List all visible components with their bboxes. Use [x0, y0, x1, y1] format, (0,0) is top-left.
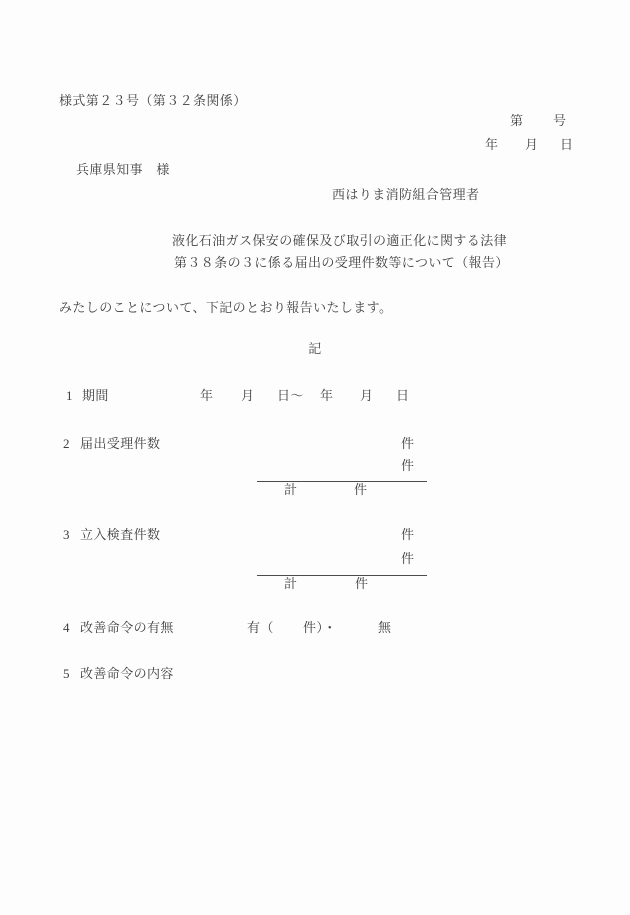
item3-total-unit: 件 — [355, 576, 369, 591]
item2-unit-row1: 件 — [401, 436, 415, 451]
date-day-label: 日 — [560, 137, 574, 152]
item4-option-yes: 有（ — [247, 620, 274, 635]
item2-unit-row2: 件 — [401, 458, 415, 473]
sender: 西はりま消防組合管理者 — [332, 187, 480, 202]
item2-total-label: 計 — [284, 482, 298, 497]
item1-from-year: 年 — [200, 388, 214, 403]
addressee: 兵庫県知事 様 — [76, 162, 170, 177]
item1-from-month: 月 — [241, 388, 255, 403]
item3-number: 3 — [63, 527, 70, 542]
item1-number: 1 — [66, 388, 73, 403]
title-line1: 液化石油ガス保安の確保及び取引の適正化に関する法律 — [172, 233, 508, 248]
item3-unit-row1: 件 — [401, 527, 415, 542]
item4-label: 改善命令の有無 — [80, 620, 174, 635]
doc-no-suffix: 号 — [553, 113, 567, 128]
doc-no-prefix: 第 — [510, 113, 524, 128]
date-year-label: 年 — [485, 137, 499, 152]
item3-total-label: 計 — [284, 576, 298, 591]
title-line2: 第３８条の３に係る届出の受理件数等について（報告） — [174, 255, 509, 270]
item1-from-day: 日～ — [277, 388, 304, 403]
item1-to-month: 月 — [360, 388, 374, 403]
item2-label: 届出受理件数 — [80, 436, 161, 451]
item4-option-no: 無 — [378, 620, 392, 635]
item4-number: 4 — [63, 620, 70, 635]
item3-total-rule — [257, 575, 427, 576]
record-marker: 記 — [308, 341, 322, 356]
item1-label: 期間 — [82, 388, 109, 403]
item3-label: 立入検査件数 — [80, 527, 161, 542]
item1-to-day: 日 — [396, 388, 410, 403]
item4-option-unit: 件）・ — [303, 620, 337, 635]
item3-unit-row2: 件 — [401, 551, 415, 566]
body-text: みたしのことについて、下記のとおり報告いたします。 — [59, 300, 393, 315]
item1-to-year: 年 — [320, 388, 334, 403]
item5-label: 改善命令の内容 — [80, 666, 174, 681]
item2-number: 2 — [63, 436, 70, 451]
item2-total-rule — [257, 481, 427, 482]
item5-number: 5 — [63, 666, 70, 681]
form-number: 様式第２３号（第３２条関係） — [59, 93, 247, 108]
item2-total-unit: 件 — [354, 482, 368, 497]
date-month-label: 月 — [525, 137, 539, 152]
